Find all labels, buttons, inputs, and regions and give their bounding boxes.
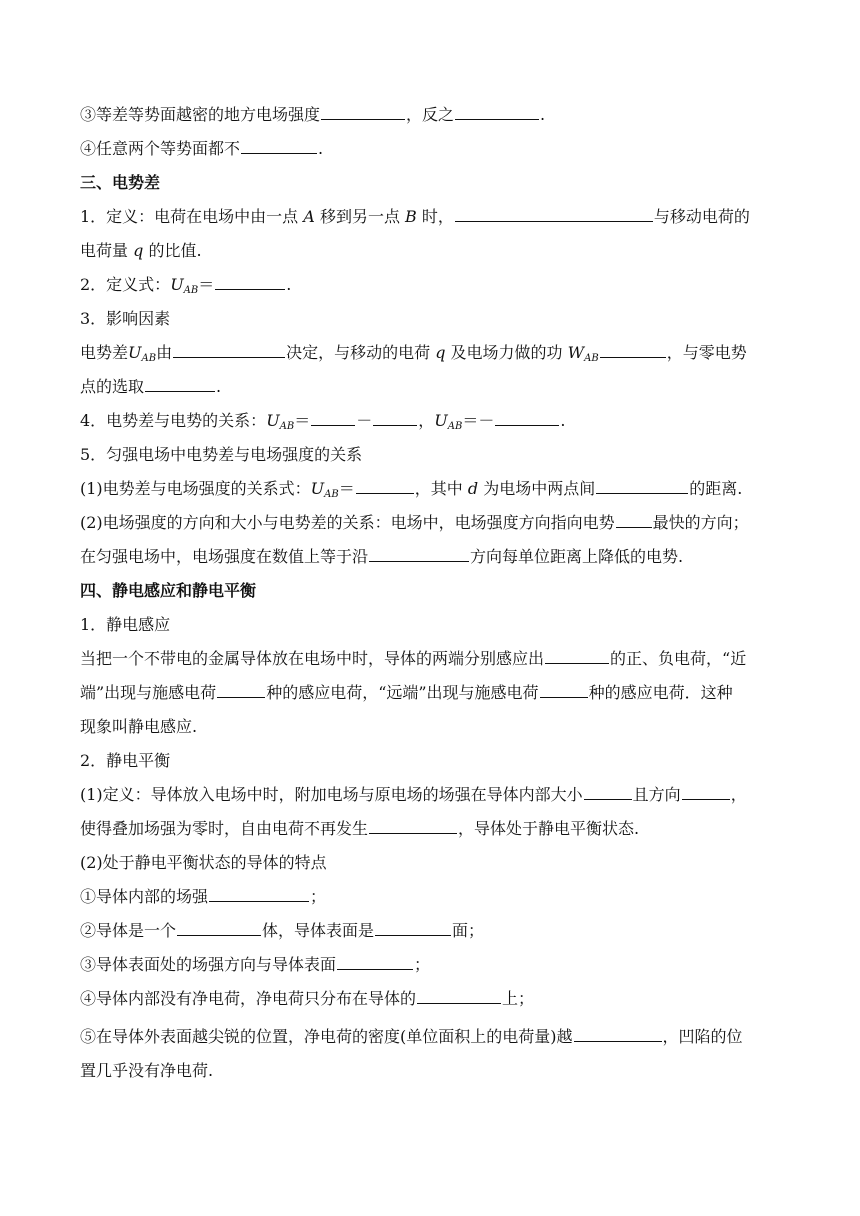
- equipotential-intersect-line: ④任意两个等势面都不 .: [80, 132, 782, 166]
- definition-line-2: 电荷量 q 的比值.: [80, 241, 202, 260]
- equipotential-density-line: ③等差等势面越密的地方电场强度 ，反之 .: [80, 98, 782, 132]
- blank-field-strength-dense[interactable]: [321, 100, 405, 120]
- induction-title: 1．静电感应: [80, 615, 171, 634]
- feature-4: ④导体内部没有净电荷，净电荷只分布在导体的 上；: [80, 982, 782, 1016]
- feature-5-line-2: 置几乎没有净电荷.: [80, 1061, 214, 1080]
- section-heading-potential-difference: 三、电势差: [80, 173, 161, 192]
- uniform-line-3: 在匀强电场中，电场强度在数值上等于沿 方向每单位距离上降低的电势.: [80, 540, 782, 574]
- blank-ed-formula[interactable]: [356, 474, 414, 494]
- feature-5-line-1: ⑤在导体外表面越尖锐的位置，净电荷的密度(单位面积上的电荷量)越 ，凹陷的位: [80, 1020, 782, 1054]
- section-heading-electrostatic: 四、静电感应和静电平衡: [80, 581, 257, 600]
- blank-far-end[interactable]: [540, 678, 588, 698]
- uniform-line-2: (2)电场强度的方向和大小与电势差的关系：电场中，电场强度方向指向电势 最快的方向；: [80, 506, 782, 540]
- equilibrium-line-1: (1)定义：导体放入电场中时，附加电场与原电场的场强在导体内部大小 且方向 ，: [80, 778, 782, 812]
- blank-equipotential-body[interactable]: [177, 916, 261, 936]
- blank-field-direction[interactable]: [369, 542, 469, 562]
- blank-movement[interactable]: [369, 814, 457, 834]
- factor-line-1: 电势差$U_{AB}$由 决定，与移动的电荷 q 及电场力做的功 $W_{AB}$ ，与零电势: [80, 336, 782, 370]
- blank-potential-a[interactable]: [311, 406, 355, 426]
- blank-equal-charges[interactable]: [545, 644, 609, 664]
- formula-line: 2．定义式：$U_{AB}=$ .: [80, 268, 782, 302]
- blank-near-end[interactable]: [217, 678, 265, 698]
- features-title: (2)处于静电平衡状态的导体的特点: [80, 853, 327, 872]
- feature-3: ③导体表面处的场强方向与导体表面 ；: [80, 948, 782, 982]
- uniform-line-1: (1)电势差与电场强度的关系式：$U_{AB}=$ ，其中 d 为电场中两点间 的距离.: [80, 472, 782, 506]
- feature-1: ①导体内部的场强 ；: [80, 880, 782, 914]
- blank-zero-reference[interactable]: [145, 372, 215, 392]
- blank-density[interactable]: [574, 1022, 662, 1042]
- relation-line: 4．电势差与电势的关系：$U_{AB}=$ － ，$U_{AB}=-$ .: [80, 404, 782, 438]
- blank-perpendicular[interactable]: [337, 950, 413, 970]
- definition-line-1: 1．定义：电荷在电场中由一点 A 移到另一点 B 时， 与移动电荷的: [80, 200, 782, 234]
- blank-outer-surface[interactable]: [417, 984, 501, 1004]
- blank-definition[interactable]: [455, 202, 653, 222]
- equilibrium-line-2: 使得叠加场强为零时，自由电荷不再发生 ，导体处于静电平衡状态.: [80, 812, 782, 846]
- worksheet-page: [80, 98, 782, 1088]
- blank-determined-by[interactable]: [173, 338, 285, 358]
- blank-potential-b[interactable]: [373, 406, 417, 426]
- blank-reverse[interactable]: [495, 406, 559, 426]
- blank-direction[interactable]: [682, 780, 730, 800]
- blank-magnitude[interactable]: [584, 780, 632, 800]
- induction-line-2: 端”出现与施感电荷 种的感应电荷，“远端”出现与施感电荷 种的感应电荷．这种: [80, 676, 782, 710]
- blank-distance[interactable]: [596, 474, 688, 494]
- blank-equipotential-surface[interactable]: [375, 916, 451, 936]
- equilibrium-title: 2．静电平衡: [80, 751, 171, 770]
- blank-drop-fastest[interactable]: [616, 508, 652, 528]
- factor-title: 3．影响因素: [80, 309, 171, 328]
- induction-line-3: 现象叫静电感应.: [80, 717, 198, 736]
- factor-line-2: 点的选取 .: [80, 370, 782, 404]
- blank-formula[interactable]: [215, 270, 285, 290]
- induction-line-1: 当把一个不带电的金属导体放在电场中时，导体的两端分别感应出 的正、负电荷，“近: [80, 642, 782, 676]
- blank-intersect[interactable]: [241, 134, 317, 154]
- blank-field-strength-sparse[interactable]: [455, 100, 539, 120]
- feature-2: ②导体是一个 体，导体表面是 面；: [80, 914, 782, 948]
- blank-work-relation[interactable]: [600, 338, 666, 358]
- uniform-field-title: 5．匀强电场中电势差与电场强度的关系: [80, 445, 363, 464]
- blank-internal-field[interactable]: [209, 882, 309, 902]
